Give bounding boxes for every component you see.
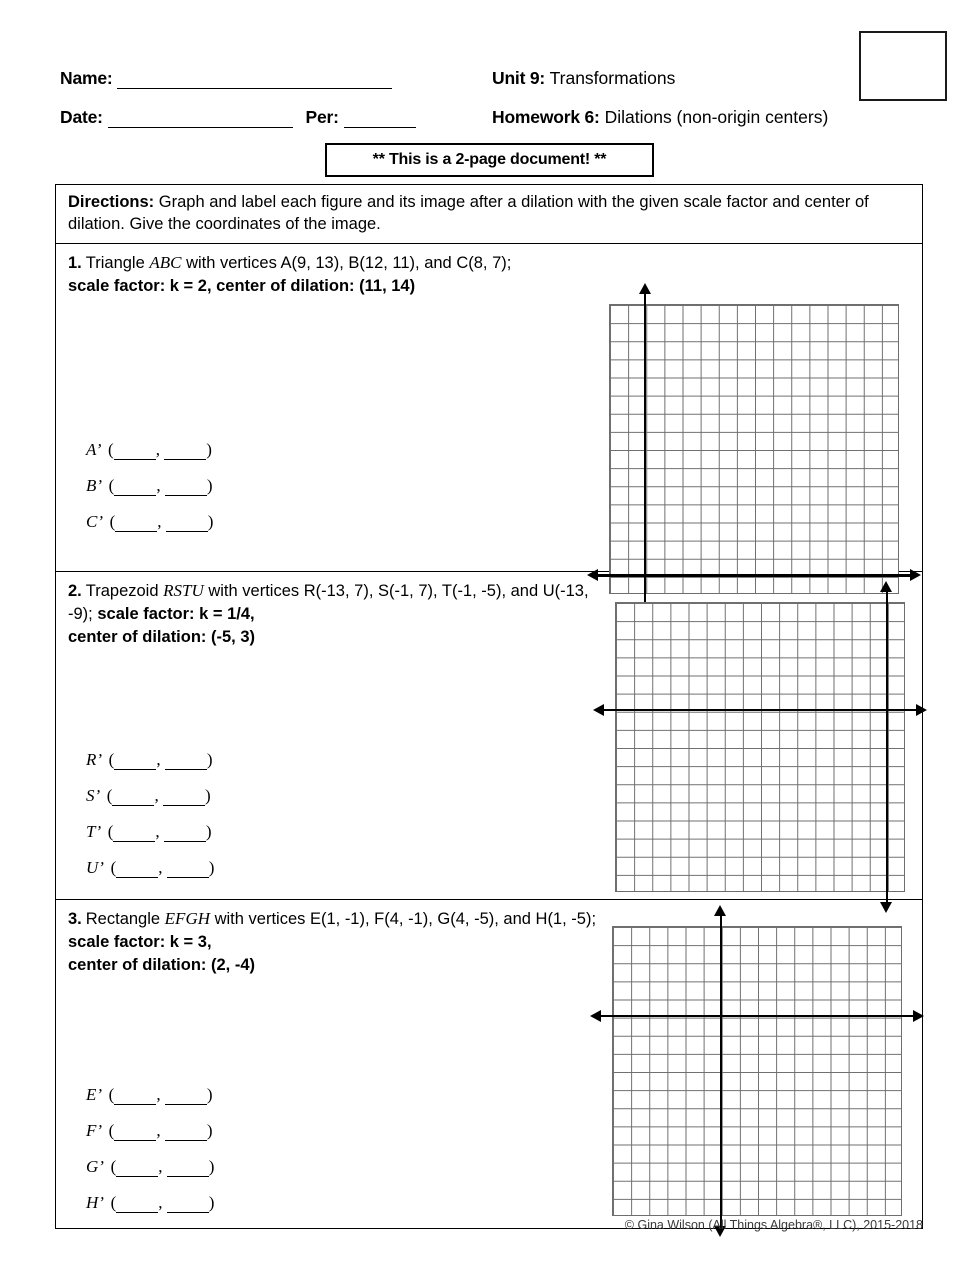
homework-label: Homework 6: [492,107,600,127]
answer-label: A’ [86,439,100,459]
score-box[interactable] [859,31,947,101]
answer-label: U’ [86,857,103,877]
x-axis-arrow-right [913,1010,924,1022]
answer-label: H’ [86,1192,103,1212]
problem-3-vertices: E(1, -1), F(4, -1), G(4, -5), and H(1, -5); [309,909,597,928]
directions [56,185,922,244]
answer-label: B’ [86,475,101,495]
date-input[interactable] [108,112,293,128]
problem-3-center: center of dilation: (2, -4) [68,956,256,975]
x-axis-arrow-left [590,1010,601,1022]
answer-row: H’ ( , ) [86,1192,215,1212]
copyright-footer: © Gina Wilson (All Things Algebra®, LLC), 2015-2018 [624,1218,923,1232]
problem-3-figure-name: EFGH [164,908,210,928]
problem-1-answers [86,440,213,548]
y-axis [644,292,646,606]
grid-squares [615,602,905,892]
answer-row: U’ ( , ) [86,857,215,877]
answer-label: T’ [86,821,100,841]
answer-x-blank[interactable] [115,518,157,532]
answer-row: C’ ( , ) [86,511,214,531]
y-axis-arrow-up [714,905,726,916]
coordinate-grid-3[interactable] [612,926,902,1216]
problem-2-with-vertices: with vertices [208,581,300,600]
problem-3-prompt [68,907,613,978]
problem-2 [56,572,922,900]
answer-y-blank[interactable] [165,1091,207,1105]
unit-row [492,68,675,89]
x-axis [600,1015,914,1017]
answer-y-blank[interactable] [167,864,209,878]
answer-x-blank[interactable] [112,792,154,806]
answer-row: E’ ( , ) [86,1084,213,1104]
problem-1-number: 1. [68,253,82,272]
answer-label: S’ [86,785,99,805]
answer-row: B’ ( , ) [86,475,213,495]
problem-3-number: 3. [68,909,82,928]
problem-3-answers [86,1085,214,1229]
answer-x-blank[interactable] [113,828,155,842]
problem-1-figure-name: ABC [149,252,182,272]
homework-row [492,107,828,128]
answer-row: R’ ( , ) [86,749,213,769]
answer-x-blank[interactable] [114,756,156,770]
problem-1 [56,244,922,572]
homework-value: Dilations (non-origin centers) [604,107,829,127]
problem-2-figure-name: RSTU [163,580,204,600]
grid-squares [609,304,899,594]
answer-x-blank[interactable] [114,1127,156,1141]
answer-x-blank[interactable] [114,1091,156,1105]
answer-label: F’ [86,1120,101,1140]
answer-row: G’ ( , ) [86,1156,215,1176]
problem-2-scale: scale factor: k = 1/4, [97,604,255,623]
answer-x-blank[interactable] [114,446,156,460]
directions-label: Directions: [68,193,155,211]
coordinate-grid-2[interactable] [615,602,905,892]
unit-label: Unit 9: [492,68,546,88]
answer-row: F’ ( , ) [86,1120,213,1140]
answer-y-blank[interactable] [165,482,207,496]
y-axis-arrow-up [639,283,651,294]
answer-label: E’ [86,1084,101,1104]
problem-2-prompt [68,579,613,650]
y-axis [886,590,888,904]
answer-y-blank[interactable] [165,756,207,770]
answer-y-blank[interactable] [167,1199,209,1213]
x-axis [603,709,917,711]
problem-2-number: 2. [68,581,82,600]
problem-1-figure-type: Triangle [85,253,145,272]
problem-1-with-vertices: with vertices [186,253,277,272]
answer-y-blank[interactable] [167,1163,209,1177]
name-label: Name: [60,68,113,88]
answer-label: R’ [86,749,101,769]
answer-x-blank[interactable] [116,1163,158,1177]
answer-y-blank[interactable] [164,828,206,842]
coordinate-grid-1[interactable] [609,304,899,594]
problem-1-prompt [68,251,613,299]
y-axis [720,914,722,1228]
per-label: Per: [305,107,339,127]
per-input[interactable] [344,112,416,128]
date-label: Date: [60,107,103,127]
worksheet-content [55,184,923,1229]
directions-text: Graph and label each figure and its image after a dilation with the given scale factor and center of dilation. Give the coordinates of the image. [68,193,869,234]
name-input[interactable] [117,73,392,89]
answer-y-blank[interactable] [163,792,205,806]
grid-squares [612,926,902,1216]
answer-x-blank[interactable] [116,1199,158,1213]
answer-y-blank[interactable] [166,518,208,532]
x-axis-arrow-right [916,704,927,716]
two-page-notice: ** This is a 2-page document! ** [325,143,654,177]
page-header [0,0,979,180]
answer-label: C’ [86,511,102,531]
answer-x-blank[interactable] [114,482,156,496]
answer-label: G’ [86,1156,103,1176]
answer-y-blank[interactable] [164,446,206,460]
answer-row: A’ ( , ) [86,439,212,459]
name-row [60,68,392,89]
problem-2-vertices: R(-13, 7), S(-1, 7), T(-1, -5), and U(-13, -9); [68,581,589,623]
problem-3-figure-type: Rectangle [85,909,161,928]
answer-x-blank[interactable] [116,864,158,878]
problem-2-answers [86,750,214,894]
problem-1-vertices: A(9, 13), B(12, 11), and C(8, 7); [280,253,512,272]
answer-row: S’ ( , ) [86,785,211,805]
date-per-row [60,107,416,128]
answer-y-blank[interactable] [165,1127,207,1141]
x-axis-arrow-left [593,704,604,716]
problem-1-scale-center: scale factor: k = 2, center of dilation: (11, 14) [68,276,416,295]
problem-3-with-vertices: with vertices [214,909,306,928]
problem-2-figure-type: Trapezoid [85,581,159,600]
y-axis-arrow-up [880,581,892,592]
problem-3-scale: scale factor: k = 3, [68,932,212,951]
problem-2-center: center of dilation: (-5, 3) [68,628,256,647]
answer-row: T’ ( , ) [86,821,212,841]
problem-3 [56,900,922,1228]
unit-value: Transformations [549,68,676,88]
